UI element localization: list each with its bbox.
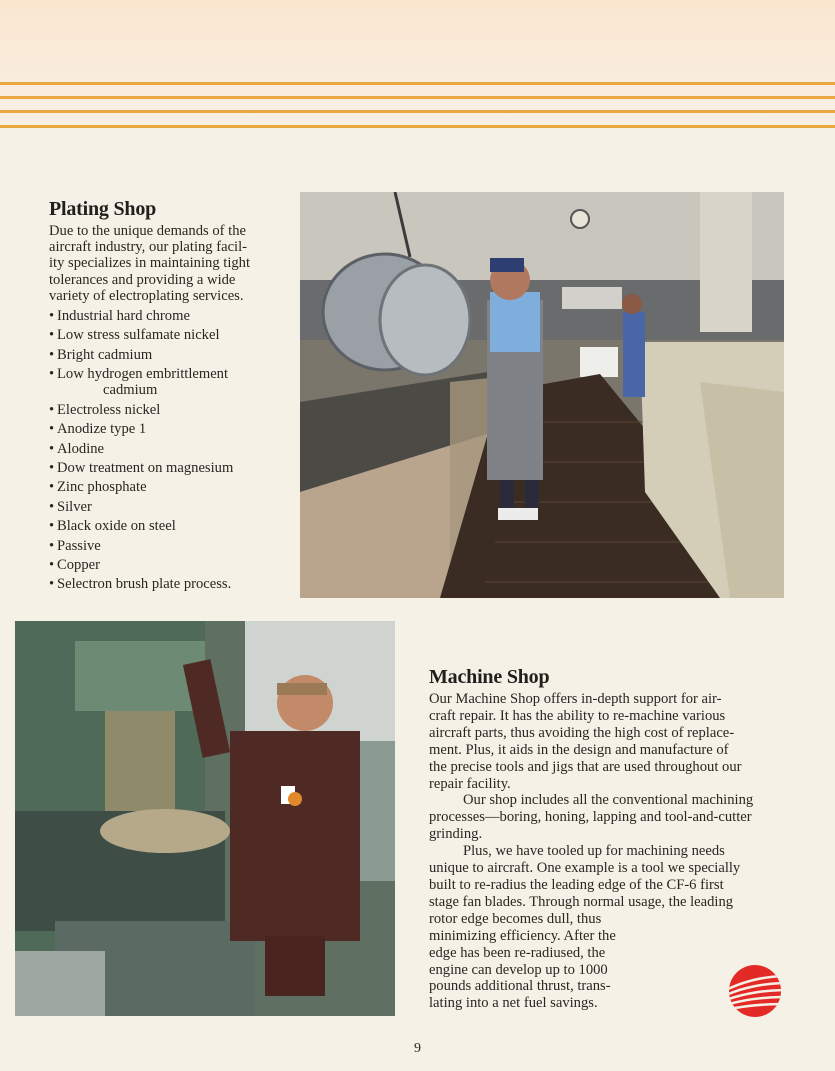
list-item: • Low hydrogen embrittlement cadmium xyxy=(49,366,229,399)
list-item: • Zinc phosphate xyxy=(49,479,147,496)
list-item: • Low stress sulfamate nickel xyxy=(49,327,220,344)
list-item: • Electroless nickel xyxy=(49,401,161,418)
list-item: • Silver xyxy=(49,498,92,515)
machine-shop-paragraph: Our Machine Shop offers in-depth support for air- craft repair. It has the ability to re-machine various aircraft parts, thus avoiding the high cost of replace- ment. Plus, it aids in the design and manufacture of the precise tools and jigs that are used throughout our repair facility. xyxy=(429,691,742,792)
intro-line: aircraft industry, our plating facil- xyxy=(49,239,248,256)
header-stripe xyxy=(0,125,835,128)
machine-shop-paragraph: Plus, we have tooled up for machining needs unique to aircraft. One example is a tool we specially built to re-radius the leading edge of the CF-6 first stage fan blades. Through normal usage, the leading rotor edge becomes dull, thus minimizing efficiency. After the edge has been re-radiused, the engine can develop up to 1000 pounds additional thrust, trans- lating into a net fuel savings. xyxy=(429,843,741,1012)
machine-shop-paragraph: Our shop includes all the conventional machining processes—boring, honing, lapping and tool-and-cutter grinding. xyxy=(429,792,754,843)
list-item: • Black oxide on steel xyxy=(49,518,176,535)
machine-shop-illustration xyxy=(15,621,395,1016)
plating-shop-illustration xyxy=(300,192,784,598)
airline-logo-icon xyxy=(724,964,786,1018)
list-item: • Dow treatment on magnesium xyxy=(49,459,234,476)
list-item: • Copper xyxy=(49,556,100,573)
plating-services-list xyxy=(49,308,294,592)
list-item: • Alodine xyxy=(49,440,105,457)
header-band xyxy=(0,0,835,132)
list-item: • Bright cadmium xyxy=(49,346,153,363)
machine-shop-heading: Machine Shop xyxy=(429,666,550,688)
page-number: 9 xyxy=(414,1041,421,1056)
list-item: • Passive xyxy=(49,537,101,554)
plating-shop-intro xyxy=(49,223,294,304)
list-item: • Selectron brush plate process. xyxy=(49,576,232,593)
header-stripe xyxy=(0,82,835,85)
intro-line: ity specializes in maintaining tight xyxy=(49,255,251,272)
plating-shop-photo xyxy=(300,192,784,598)
plating-shop-heading: Plating Shop xyxy=(49,198,157,220)
list-item: • Anodize type 1 xyxy=(49,421,147,438)
intro-line: variety of electroplating services. xyxy=(49,287,244,304)
machine-shop-section xyxy=(429,666,794,1012)
plating-shop-section xyxy=(49,198,294,596)
intro-line: tolerances and providing a wide xyxy=(49,271,236,288)
list-item: • Industrial hard chrome xyxy=(49,308,190,325)
header-stripe xyxy=(0,96,835,99)
machine-shop-photo xyxy=(15,621,395,1016)
header-stripe xyxy=(0,110,835,113)
intro-line: Due to the unique demands of the xyxy=(49,223,246,239)
